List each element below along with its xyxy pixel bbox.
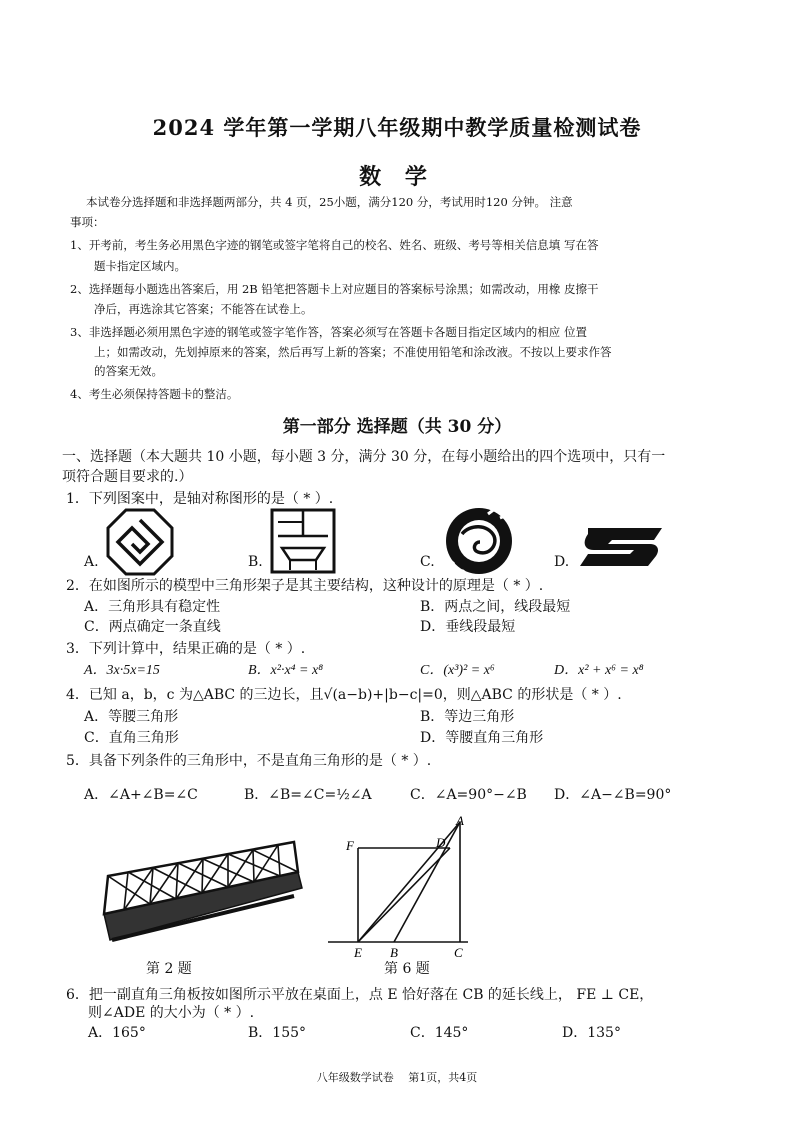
instruction-3c: 的答案无效。 [94, 364, 163, 378]
label-b: B [390, 945, 398, 960]
intro-line-2: 事项： [70, 215, 105, 229]
label-e: E [354, 945, 362, 960]
q1-figure-a [106, 508, 174, 576]
figure-6-caption: 第 6 题 [384, 961, 430, 977]
section-desc-2: 项符合题目要求的.） [62, 469, 193, 485]
q4-option-d: D．等腰直角三角形 [420, 730, 544, 746]
q6-option-d: D．135° [562, 1025, 621, 1041]
q1-option-b-label: B. [248, 554, 263, 570]
q3-option-b: B．x²·x⁴ = x⁸ [248, 663, 324, 678]
instruction-1b: 题卡指定区域内。 [94, 259, 186, 273]
instruction-4: 4、考生必须保持答题卡的整洁。 [70, 387, 239, 401]
q4-option-a: A．等腰三角形 [84, 709, 179, 725]
q6-option-c: C．145° [410, 1025, 469, 1041]
bridge-figure [98, 836, 308, 956]
label-d: D [436, 835, 446, 850]
question-6-stem-1: 6．把一副直角三角板按如图所示平放在桌面上，点 E 恰好落在 CB 的延长线上， FE ⊥ CE， [66, 987, 654, 1003]
geometry-figure [328, 812, 478, 962]
q2-option-c: C．两点确定一条直线 [84, 619, 221, 635]
instruction-2a: 2、选择题每小题选出答案后，用 2B 铅笔把答题卡上对应题目的答案标号涂黑；如需改动，用橡 皮擦干 [70, 282, 599, 296]
question-1-stem: 1．下列图案中，是轴对称图形的是（ * ）. [66, 491, 334, 507]
intro-line-1: 本试卷分选择题和非选择题两部分，共 4 页，25小题，满分120 分，考试用时120 分钟。 注意 [86, 195, 573, 209]
q2-option-d: D．垂线段最短 [420, 619, 516, 635]
q1-option-d-label: D. [554, 554, 570, 570]
q1-figure-d [578, 520, 664, 570]
q4-option-c: C．直角三角形 [84, 730, 179, 746]
q3-option-d: D．x² + x⁶ = x⁸ [554, 663, 644, 678]
q1-option-a-label: A. [84, 554, 99, 570]
instruction-3a: 3、非选择题必须用黑色字迹的钢笔或签字笔作答，答案必须写在答题卡各题目指定区域内的相应 位置 [70, 325, 587, 339]
instruction-2b: 净后，再选涂其它答案；不能答在试卷上。 [94, 302, 313, 316]
q5-option-d: D．∠A−∠B=90° [554, 787, 672, 803]
q6-option-a: A．165° [88, 1025, 146, 1041]
question-5-stem: 5．具备下列条件的三角形中，不是直角三角形的是（ * ）. [66, 753, 432, 769]
subject-title: 数 学 [359, 164, 435, 190]
q5-option-b: B．∠B=∠C=½∠A [244, 787, 372, 803]
label-c: C [454, 945, 463, 960]
q1-figure-c [444, 506, 514, 576]
q2-option-b: B．两点之间，线段最短 [420, 599, 571, 615]
q3-option-a: A．3x·5x=15 [84, 663, 160, 678]
q1-figure-b [270, 508, 336, 574]
q5-option-c: C．∠A=90°−∠B [410, 787, 527, 803]
question-2-stem: 2．在如图所示的模型中三角形架子是其主要结构，这种设计的原理是（ * ）. [66, 578, 544, 594]
label-f: F [346, 838, 354, 853]
question-6-stem-2: 则∠ADE 的大小为（ * ）. [88, 1005, 255, 1021]
q2-option-a: A．三角形具有稳定性 [84, 599, 221, 615]
page-title: 2024 学年第一学期八年级期中教学质量检测试卷 [152, 115, 642, 140]
question-3-stem: 3．下列计算中，结果正确的是（ * ）. [66, 641, 306, 657]
section-title: 第一部分 选择题（共 30 分） [282, 417, 512, 437]
q1-option-c-label: C. [420, 554, 435, 570]
q3-option-c: C．(x³)² = x⁶ [420, 663, 495, 678]
figure-2-caption: 第 2 题 [146, 961, 192, 977]
instruction-1a: 1、开考前，考生务必用黑色字迹的钢笔或签字笔将自己的校名、姓名、班级、考号等相关信息填 写在答 [70, 238, 599, 252]
question-4-stem: 4．已知 a，b，c 为△ABC 的三边长，且√(a−b)+|b−c|=0，则△ABC 的形状是（ * ）. [66, 687, 622, 703]
section-desc-1: 一、选择题（本大题共 10 小题，每小题 3 分，满分 30 分，在每小题给出的四个选项中，只有一 [62, 449, 666, 465]
q5-option-a: A．∠A+∠B=∠C [84, 787, 198, 803]
q6-option-b: B．155° [248, 1025, 307, 1041]
label-a: A [456, 813, 464, 828]
page-footer: 八年级数学试卷 第1页，共4页 [316, 1071, 478, 1084]
instruction-3b: 上；如需改动，先划掉原来的答案，然后再写上新的答案；不准使用铅笔和涂改液。不按以上要求作答 [94, 345, 612, 359]
q4-option-b: B．等边三角形 [420, 709, 515, 725]
